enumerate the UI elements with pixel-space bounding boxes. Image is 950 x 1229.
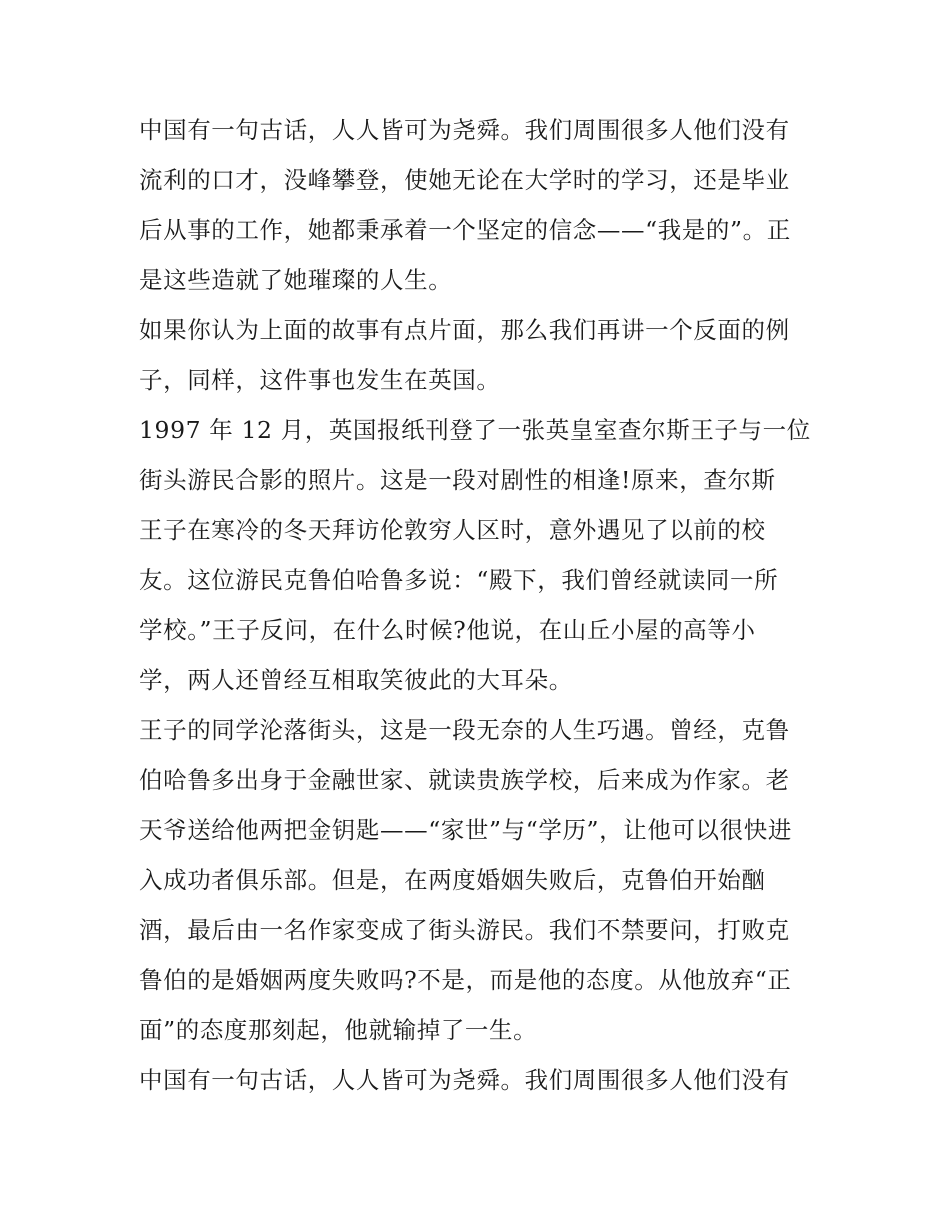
text-line: 面”的态度那刻起，他就输掉了一生。 [139,1016,538,1044]
text-line: 入成功者俱乐部。但是，在两度婚姻失败后，克鲁伯开始酗 [139,866,766,894]
text-line: 伯哈鲁多出身于金融世家、就读贵族学校，后来成为作家。老 [139,766,790,794]
text-line: 1997 年 12 月，英国报纸刊登了一张英皇室查尔斯王子与一位 [139,416,811,444]
text-line: 友。这位游民克鲁伯哈鲁多说：“殿下，我们曾经就读同一所 [139,566,779,594]
text-line: 天爷送给他两把金钥匙——“家世”与“学历”，让他可以很快进 [139,816,792,844]
text-line: 流利的口才，没峰攀登，使她无论在大学时的学习，还是毕业 [139,166,790,194]
text-line: 是这些造就了她璀璨的人生。 [139,266,453,294]
text-line: 酒，最后由一名作家变成了街头游民。我们不禁要问，打败克 [139,916,790,944]
text-line: 学校。”王子反问，在什么时候?他说，在山丘小屋的高等小 [139,616,756,644]
text-line: 王子的同学沦落街头，这是一段无奈的人生巧遇。曾经，克鲁 [139,716,790,744]
text-line: 如果你认为上面的故事有点片面，那么我们再讲一个反面的例 [139,316,790,344]
text-line: 后从事的工作，她都秉承着一个坚定的信念——“我是的”。正 [139,216,791,244]
text-line: 中国有一句古话，人人皆可为尧舜。我们周围很多人他们没有 [139,1066,790,1094]
text-line: 王子在寒冷的冬天拜访伦敦穷人区时，意外遇见了以前的校 [139,516,766,544]
text-line: 学，两人还曾经互相取笑彼此的大耳朵。 [139,666,573,694]
text-line: 中国有一句古话，人人皆可为尧舜。我们周围很多人他们没有 [139,116,790,144]
text-line: 鲁伯的是婚姻两度失败吗?不是，而是他的态度。从他放弃“正 [139,966,792,994]
text-line: 街头游民合影的照片。这是一段对剧性的相逢!原来，查尔斯 [139,466,776,494]
text-line: 子，同样，这件事也发生在英国。 [139,366,501,394]
